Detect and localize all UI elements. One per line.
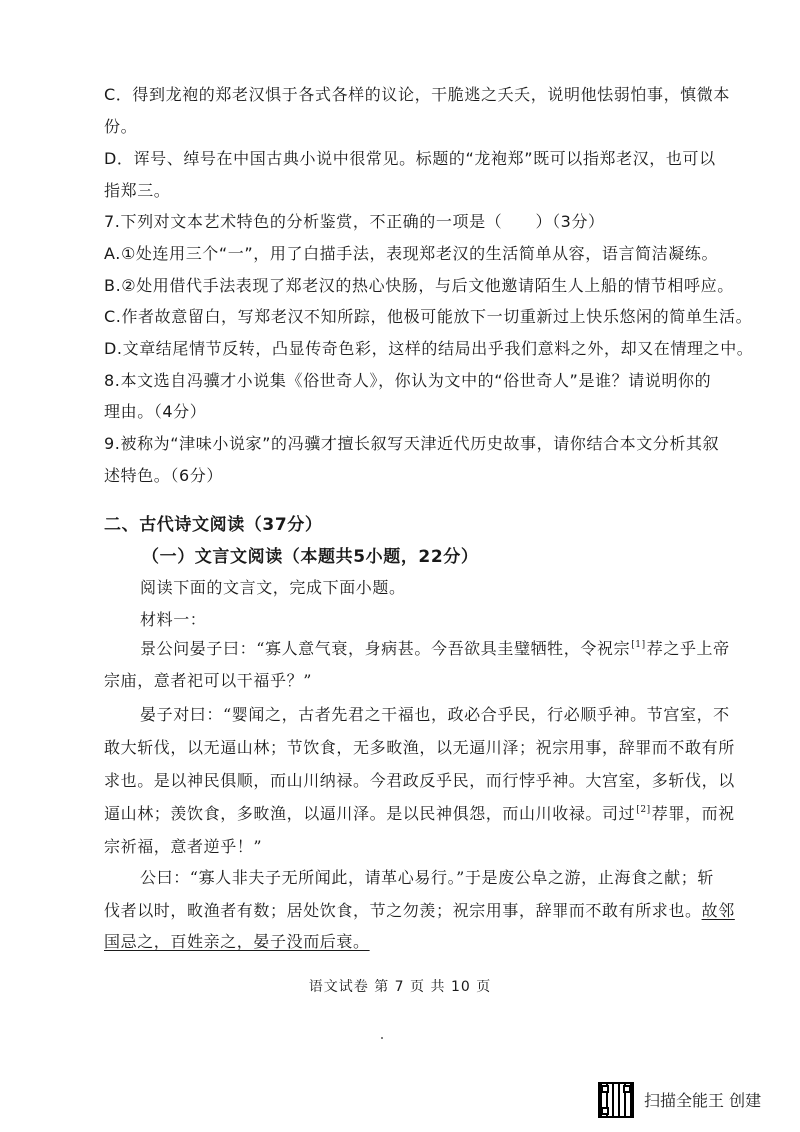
option-d-line1: D．诨号、绰号在中国古典小说中很常见。标题的“龙袍郑”既可以指郑老汉，也可以 — [104, 149, 716, 168]
passage-text: 伐者以时，畋渔者有数；居处饮食，节之勿羡；祝宗用事，辞罪而不敢有所求也。 — [104, 901, 702, 920]
passage-p2-line1: 晏子对曰：“婴闻之，古者先君之干福也，政必合乎民，行必顺乎神。节宫室，不 — [140, 705, 730, 724]
question-9-line2: 述特色。（6分） — [104, 466, 223, 485]
question-7: 7.下列对文本艺术特色的分析鉴赏，不正确的一项是（ ）（3分） — [104, 212, 605, 231]
passage-p3-line1: 公曰：“寡人非夫子无所闻此，请革心易行。”于是废公阜之游，止海食之献；斩 — [140, 868, 714, 887]
footnote-marker-2: [2] — [636, 805, 651, 815]
passage-text: 逼山林；羡饮食，多畋渔，以逼川泽。是以民神俱怨，而山川收禄。司过 — [104, 804, 636, 823]
underlined-sentence-start: 故邻 — [701, 901, 735, 920]
underlined-sentence-end: 国忌之，百姓亲之，晏子没而后衰。 — [104, 932, 370, 951]
passage-p1-line1 — [140, 638, 730, 663]
q7-option-a: A.①处连用三个“一”，用了白描手法，表现郑老汉的生活简单从容，语言简洁凝练。 — [104, 244, 719, 263]
qr-code-icon — [598, 1082, 634, 1118]
option-d-line2: 指郑三。 — [104, 181, 171, 200]
question-8-line2: 理由。（4分） — [104, 402, 207, 421]
scan-speck — [381, 1037, 383, 1039]
passage-p2-line4 — [104, 803, 735, 828]
passage-text: 荐罪，而祝 — [651, 804, 735, 823]
subsection-title: （一）文言文阅读（本题共5小题，22分） — [142, 547, 479, 567]
question-8-line1: 8.本文选自冯骥才小说集《俗世奇人》，你认为文中的“俗世奇人”是谁？请说明你的 — [104, 371, 712, 390]
option-c-line1: C．得到龙袍的郑老汉惧于各式各样的议论，干脆逃之夭夭，说明他怯弱怕事，慎微本 — [104, 85, 730, 104]
passage-p2-line5: 宗祈福，意者逆乎！” — [104, 837, 263, 856]
passage-p2-line2: 敢大斩伐，以无逼山林；节饮食，无多畋渔，以无逼川泽；祝宗用事，辞罪而不敢有所 — [104, 738, 735, 757]
question-9-line1: 9.被称为“津味小说家”的冯骥才擅长叙写天津近代历史故事，请你结合本文分析其叙 — [104, 434, 720, 453]
passage-p1-line2: 宗庙，意者祀可以干福乎？” — [104, 671, 312, 690]
passage-text: 荐之乎上帝 — [646, 639, 730, 658]
q7-option-c: C.作者故意留白，写郑老汉不知所踪，他极可能放下一切重新过上快乐悠闲的简单生活。 — [104, 307, 753, 326]
q7-option-b: B.②处用借代手法表现了郑老汉的热心快肠，与后文他邀请陌生人上船的情节相呼应。 — [104, 276, 734, 295]
material-label: 材料一： — [140, 610, 207, 629]
instruction: 阅读下面的文言文，完成下面小题。 — [140, 578, 406, 597]
passage-text: 景公问晏子曰：“寡人意气衰，身病甚。今吾欲具圭璧牺牲，令祝宗 — [140, 639, 631, 658]
scanner-watermark: 扫描全能王 创建 — [644, 1091, 762, 1110]
option-c-line2: 份。 — [104, 117, 138, 136]
passage-p3-line2 — [104, 900, 735, 922]
section-title: 二、古代诗文阅读（37分） — [104, 515, 323, 535]
footnote-marker-1: [1] — [631, 640, 646, 650]
passage-p2-line3: 求也。是以神民俱顺，而山川纳禄。今君政反乎民，而行悖乎神。大宫室，多斩伐，以 — [104, 771, 735, 790]
q7-option-d: D.文章结尾情节反转，凸显传奇色彩，这样的结局出乎我们意料之外，却又在情理之中。 — [104, 339, 754, 358]
page-footer: 语文试卷 第 7 页 共 10 页 — [308, 979, 492, 995]
